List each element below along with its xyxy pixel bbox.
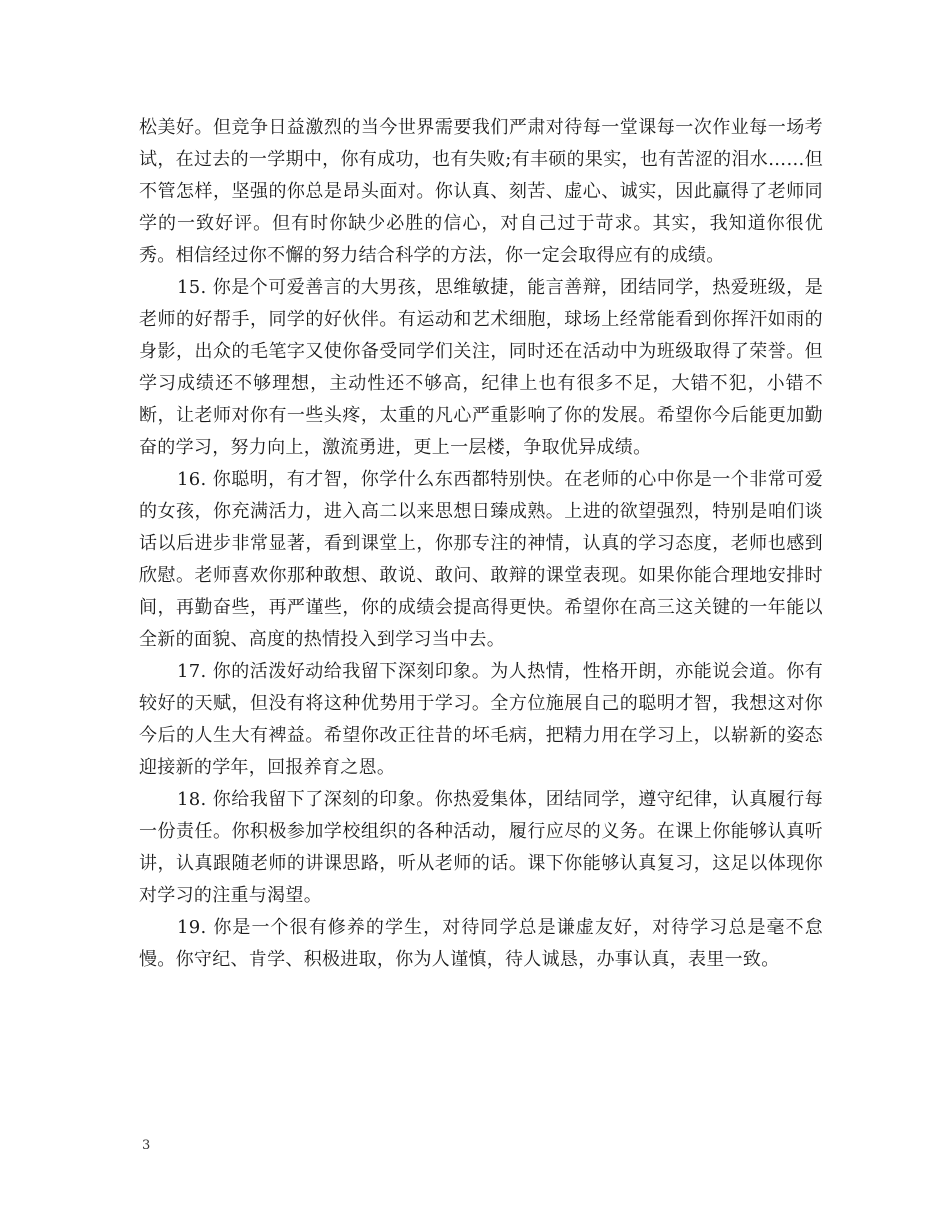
paragraph-comment-15: 15. 你是个可爱善言的大男孩，思维敏捷，能言善辩，团结同学，热爱班级，是老师的好帮手，同学的好伙伴。有运动和艺术细胞，球场上经常能看到你挥汗如雨的身影，出众的毛笔字又使你备受同学们关注，同时还在活动中为班级取得了荣誉。但学习成绩还不够理想，主动性还不够高，纪律上也有很多不足，大错不犯，小错不断，让老师对你有一些头疼，太重的凡心严重影响了你的发展。希望你今后能更加勤奋的学习，努力向上，激流勇进，更上一层楼，争取优异成绩。	[139, 277, 823, 458]
paragraph-comment-17: 17. 你的活泼好动给我留下深刻印象。为人热情，性格开朗，亦能说会道。你有较好的天赋，但没有将这种优势用于学习。全方位施展自己的聪明才智，我想这对你今后的人生大有裨益。希望你改正往昔的坏毛病，把精力用在学习上，以崭新的姿态迎接新的学年，回报养育之恩。	[139, 661, 823, 778]
paragraph-continued: 松美好。但竞争日益激烈的当今世界需要我们严肃对待每一堂课每一次作业每一场考试，在过去的一学期中，你有成功，也有失败;有丰硕的果实，也有苦涩的泪水……但不管怎样，坚强的你总是昂头面对。你认真、刻苦、虚心、诚实，因此赢得了老师同学的一致好评。但有时你缺少必胜的信心，对自己过于苛求。其实，我知道你很优秀。相信经过你不懈的努力结合科学的方法，你一定会取得应有的成绩。	[139, 117, 823, 266]
paragraph-comment-16: 16. 你聪明，有才智，你学什么东西都特别快。在老师的心中你是一个非常可爱的女孩，你充满活力，进入高二以来思想日臻成熟。上进的欲望强烈，特别是咱们谈话以后进步非常显著，看到课堂上，你那专注的神情，认真的学习态度，老师也感到欣慰。老师喜欢你那种敢想、敢说、敢问、敢辩的课堂表现。如果你能合理地安排时间，再勤奋些，再严谨些，你的成绩会提高得更快。希望你在高三这关键的一年能以全新的面貌、高度的热情投入到学习当中去。	[139, 469, 823, 650]
page-number: 3	[142, 1138, 151, 1153]
paragraph-comment-18: 18. 你给我留下了深刻的印象。你热爱集体，团结同学，遵守纪律，认真履行每一份责任。你积极参加学校组织的各种活动，履行应尽的义务。在课上你能够认真听讲，认真跟随老师的讲课思路，听从老师的话。课下你能够认真复习，这足以体现你对学习的注重与渴望。	[139, 789, 823, 906]
body-text	[139, 112, 823, 976]
paragraph-comment-19: 19. 你是一个很有修养的学生，对待同学总是谦虚友好，对待学习总是毫不怠慢。你守纪、肯学、积极进取，你为人谨慎，待人诚恳，办事认真，表里一致。	[139, 917, 823, 970]
